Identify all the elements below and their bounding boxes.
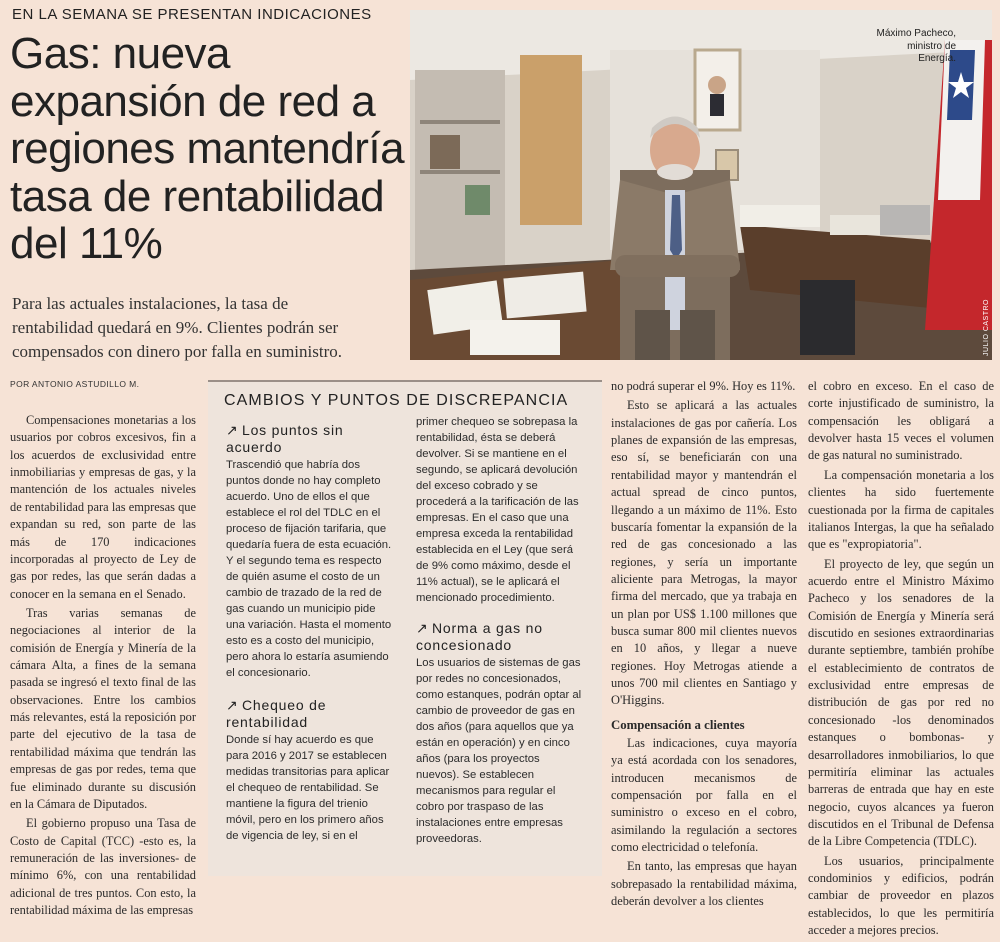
- paragraph: no podrá superar el 9%. Hoy es 11%.: [611, 379, 796, 393]
- article-column-4: [808, 378, 994, 942]
- box-column-right: [416, 414, 586, 847]
- box-section-title-text: Norma a gas no concesionado: [416, 620, 543, 654]
- caption-line: Máximo Pacheco,: [876, 28, 956, 39]
- paragraph: Compensaciones monetarias a los usuarios por cobros excesivos, fin a los acuerdos de exclusividad entre inmobiliarias y empresas de gas, y la mantención de los actuales niveles de rentabilidad para las empresas que expandan su red, son parte de las más de 170 indicaciones incorporadas al proyecto de Ley de gas por redes, las que serán dadas a conocer en la semana en el Senado.: [10, 413, 196, 601]
- photo-credit: JULIO CASTRO: [983, 299, 990, 356]
- deck-line: rentabilidad quedará en 9%. Clientes podrán ser: [12, 318, 339, 338]
- deck-line: compensados con dinero por falla en suministro.: [12, 342, 343, 362]
- article-column-3: [611, 378, 797, 912]
- box-section-text: Los usuarios de sistemas de gas por redes no concesionados, como estanques, podrán optar al cambio de proveedor de gas en dos años (para aquellos que ya están en operación) y en cinco años (para los proyectos nuevos). Se establecen mecanismos para regular el cobro por traspaso de las instalaciones entre empresas proveedoras.: [416, 656, 582, 846]
- paragraph: Tras varias semanas de negociaciones al interior de la comisión de Energía y Minería de la cámara Alta, a fines de la semana pasada se ingresó el texto final de las observaciones. Entre los cambios más relevantes, está la reposición por parte del ejecutivo de la tasa de rentabilidad máxima que tendrán las empresas de gas por redes, tema que fue eliminado durante su discusión en la Cámara de Diputados.: [10, 605, 196, 811]
- headline: [10, 29, 405, 269]
- paragraph: el cobro en exceso. En el caso de corte injustificado de suministro, la compensación les obligará a devolver hasta 15 veces el volumen de gas natural no suministrado.: [808, 379, 994, 463]
- box-section-title: [226, 697, 394, 731]
- box-section-title-text: Chequeo de rentabilidad: [226, 697, 327, 730]
- arrow-up-right-icon: ↗: [226, 422, 239, 438]
- box-section-title-text: Los puntos sin acuerdo: [226, 422, 344, 455]
- deck: [12, 292, 404, 364]
- caption-line: Energía.: [918, 53, 956, 64]
- box-section-title: [416, 620, 586, 654]
- box-section-text: primer chequeo se sobrepasa la rentabilidad, ésta se deberá devolver. Si se mantiene en el segundo, se aplicará devolución del exceso cobrado y se procederá a la tarificación de las empresas. En el caso que una empresa exceda la rentabilidad establecida en el Ley (que será de 9% como máximo, desde el 11% actual), se le aplicará el mencionado procedimiento.: [416, 416, 579, 605]
- box-title: CAMBIOS Y PUNTOS DE DISCREPANCIA: [224, 392, 569, 409]
- paragraph: Las indicaciones, cuya mayoría ya está acordada con los senadores, introducen mecanismos de compensación por falla en el suministro o exceso en el cobro, asimilando la regulación a sectores como electricidad o telefonía.: [611, 735, 797, 854]
- deck-line: Para las actuales instalaciones, la tasa de: [12, 294, 289, 313]
- caption-line: ministro de: [907, 40, 956, 52]
- headline-line: expansión de red a: [10, 76, 376, 126]
- paragraph: El proyecto de ley, que según un acuerdo entre el Ministro Máximo Pacheco y los senadores de la Comisión de Energía y Minería será discutido en sesiones extraordinarias durante septiembre, también prohíbe el establecimiento de contratos de exclusividad entre empresas de distribución de gas por red no concesionado -los denominados estanques o bombonas- y desarrolladores inmobiliarios, lo que permitiría eliminar las actuales barreras de entrada que hay en este negocio, cuyos alcances ya fueron discutidos en el Tribunal de Defensa de la Libre Competencia (TDLC).: [808, 556, 994, 849]
- headline-line: del 11%: [10, 219, 163, 269]
- subheading: Compensación a clientes: [611, 717, 745, 732]
- article-column-1: [10, 412, 196, 921]
- paragraph: Esto se aplicará a las actuales instalaciones de gas por cañería. Los planes de expansión de las empresas, eso sí, se beneficiarán con una rentabilidad mayor y mantendrán el actual spread de cinco puntos, llegando a un máximo de 11%. Esto buscaría fomentar la expansión de la red de gas concesionado a las regiones, y sería un importante aliciente para Metrogas, la mayor firma del mercado, que ya trabaja en un plan por US$ 1.100 millones que busca sumar 800 mil clientes nuevos en 10 años, y llegar a nueve regiones. Hoy Metrogas atiende a unos 700 mil clientes en Santiago y O'Higgins.: [611, 398, 797, 708]
- photo-caption: [877, 28, 956, 66]
- photo-minister: [410, 10, 992, 360]
- byline: POR ANTONIO ASTUDILLO M.: [10, 379, 140, 389]
- sidebar-box: [208, 380, 602, 876]
- paragraph: En tanto, las empresas que hayan sobrepasado la rentabilidad máxima, deberán devolver a los clientes: [611, 859, 797, 909]
- paragraph: Los usuarios, principalmente condominios y edificios, podrán cambiar de proveedor en plazos establecidos, lo que les permitiría acceder a mejores precios.: [808, 853, 994, 938]
- box-section-title: [226, 422, 394, 456]
- headline-line: tasa de rentabilidad: [10, 171, 385, 221]
- paragraph: El gobierno propuso una Tasa de Costo de Capital (TCC) -esto es, la remuneración de las inversiones- de mínimo 6%, con una rentabilidad adicional de tres puntos. Con esto, la rentabilidad máxima de las empresas: [10, 816, 196, 918]
- arrow-up-right-icon: ↗: [416, 620, 429, 637]
- headline-line: regiones mantendría: [10, 124, 405, 174]
- headline-line: Gas: nueva: [10, 29, 231, 78]
- arrow-up-right-icon: ↗: [226, 697, 239, 714]
- box-section-text: Trascendió que habría dos puntos donde no hay completo acuerdo. Uno de ellos el que establece el rol del TDLC en el proceso de fijación tarifaria, que quedaría fuera de esta ecuación. Y el segundo tema es respecto de quién asume el costo de un cambio de trazado de la red de gas cuando un municipio pide una variación. Hasta el momento esto es a costo del municipio, pero ahora lo estaría asumiendo el concesionario.: [226, 458, 392, 679]
- kicker: EN LA SEMANA SE PRESENTAN INDICACIONES: [12, 6, 372, 23]
- box-section-text: Donde sí hay acuerdo es que para 2016 y 2017 se establecen medidas transitorias para aplicar el chequeo de rentabilidad. Se mantiene la figura del trienio móvil, pero en los primero años de vigencia de ley, si en el: [226, 733, 390, 842]
- paragraph: La compensación monetaria a los clientes ha sido fuertemente cuestionada por la firma de capitales italianos Intergas, la que ha señalado que es "expropiatoria".: [808, 467, 994, 552]
- box-column-left: [226, 422, 394, 844]
